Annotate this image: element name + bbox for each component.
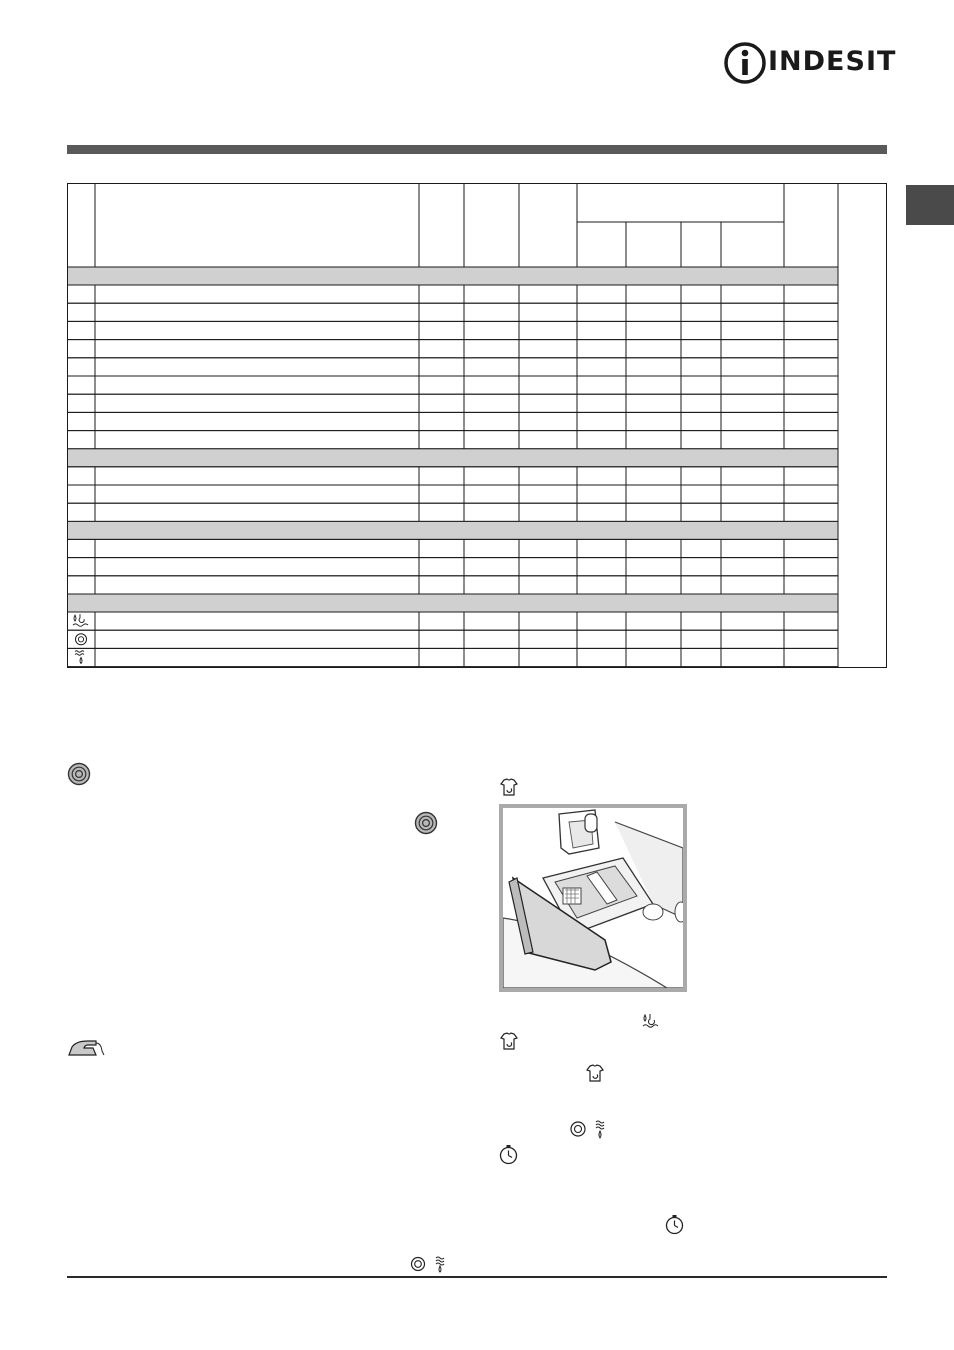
brand-name: INDESIT [768,46,897,77]
drawer-drawing [503,808,683,988]
spin-icon-inner [78,637,83,642]
spin-drain-icons [410,1254,456,1274]
table-row [68,485,839,503]
table-row [68,340,839,358]
table-row [68,394,839,412]
table-row [68,321,839,339]
section-band [68,521,839,539]
table-row [68,612,839,630]
table-row [68,503,839,521]
section-band [68,267,839,285]
table-row [68,558,839,576]
delay-timer-icon-2 [664,1214,685,1235]
table-row [68,648,839,666]
table-row [68,431,839,449]
table-row [68,467,839,485]
table-row [68,576,839,594]
stain-remover-icon-2 [499,1031,519,1051]
table-row [68,376,839,394]
language-tab [906,185,954,225]
program-table [67,183,887,668]
table-row [68,285,839,303]
section-band [68,449,839,467]
super-wash-icon [67,762,91,786]
table-row [68,539,839,557]
section-band [68,594,839,612]
detergent-drawer-illustration [499,804,687,992]
header-bar [67,145,887,154]
footer-rule [67,1276,887,1278]
delay-timer-icon [498,1144,519,1165]
super-wash-icon-inline [414,811,438,835]
indesit-logo [724,38,897,88]
rinse-icon [73,614,88,626]
spin-drain-icons-2 [568,1118,614,1140]
table-row [68,303,839,321]
spin-icon [76,634,87,645]
easy-iron-icon [66,1037,106,1059]
stain-remover-icon-3 [585,1063,605,1083]
rinse-icon [640,1013,662,1031]
table-row [68,412,839,430]
stain-remover-icon [499,777,519,797]
table-row [68,358,839,376]
drain-icon [75,651,84,664]
table-row [68,630,839,648]
logo-i-mark [724,38,768,88]
